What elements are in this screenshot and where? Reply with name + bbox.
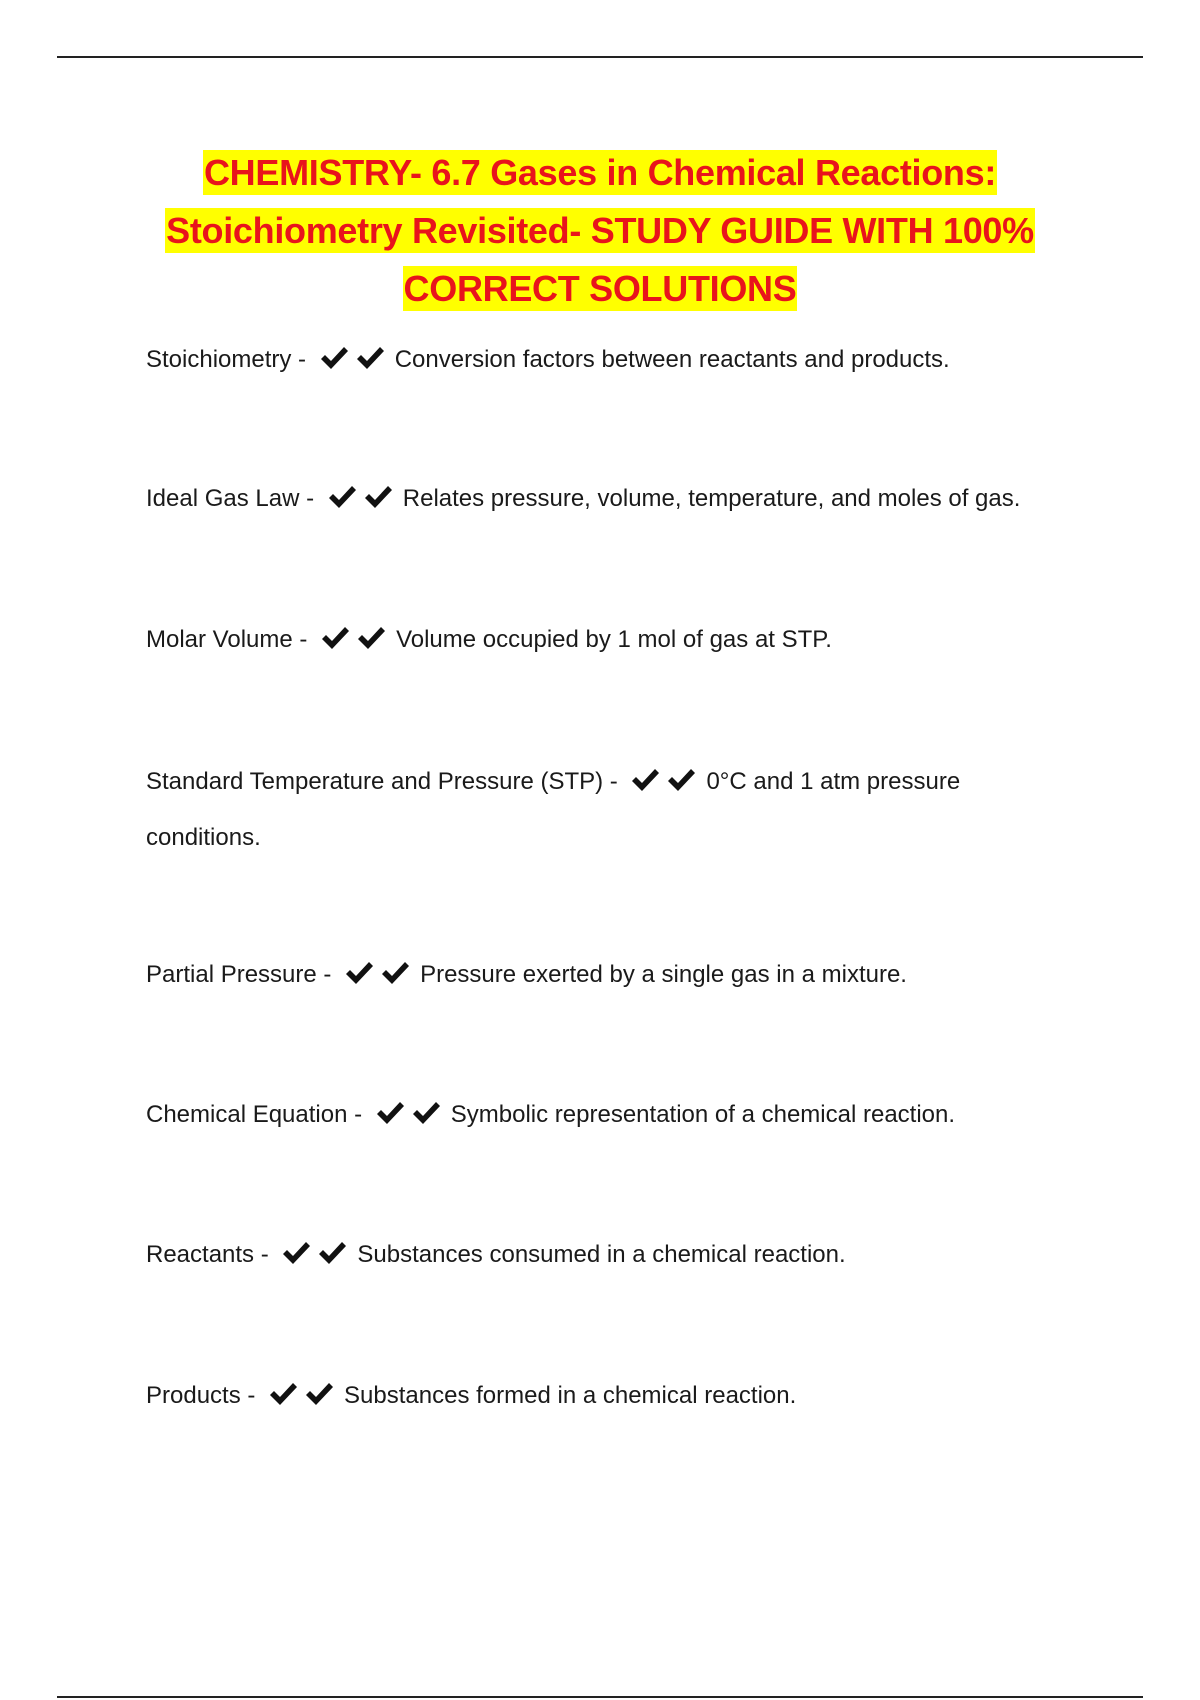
check-marks [268,1374,340,1426]
title-line-text: CHEMISTRY- 6.7 Gases in Chemical Reactions: [203,152,997,193]
check-icon [320,625,350,651]
header-rule [57,56,1143,58]
title-line [100,202,1100,260]
study-entry-partial-pressure [146,949,1086,1005]
entry-term: Chemical Equation - [146,1101,363,1128]
study-entry-stoichiometry [146,334,1086,390]
check-marks [327,477,399,529]
check-icon [356,625,386,651]
check-icon [268,1381,298,1407]
entry-term: Molar Volume - [146,626,308,653]
entry-term: Stoichiometry - [146,346,307,373]
check-icon [327,484,357,510]
study-entry-products [146,1370,1086,1426]
entry-term: Products - [146,1382,256,1409]
title-line [100,260,1100,318]
study-entry-stp [146,756,1006,864]
study-entry-ideal-gas-law [146,473,1086,529]
check-icon [363,484,393,510]
entry-definition: Substances formed in a chemical reaction. [344,1382,797,1409]
check-icon [281,1240,311,1266]
check-icon [319,345,349,371]
check-marks [319,338,391,390]
entry-definition: Volume occupied by 1 mol of gas at STP. [396,626,832,653]
study-entry-reactants [146,1229,1086,1285]
entry-definition: Conversion factors between reactants and products. [394,346,950,373]
entry-term: Standard Temperature and Pressure (STP) - [146,768,618,795]
entry-term: Reactants - [146,1241,269,1268]
check-icon [380,960,410,986]
check-marks [375,1093,447,1145]
study-entry-molar-volume [146,614,1086,670]
entry-definition: Substances consumed in a chemical reaction. [357,1241,846,1268]
check-marks [344,953,416,1005]
check-marks [281,1233,353,1285]
title-line-text: CORRECT SOLUTIONS [403,268,797,309]
check-icon [344,960,374,986]
title-line-text: Stoichiometry Revisited- STUDY GUIDE WITH 100% [166,210,1034,251]
check-icon [317,1240,347,1266]
title-line [100,144,1100,202]
document-title [100,144,1100,318]
entry-term: Ideal Gas Law - [146,485,315,512]
entry-definition: Relates pressure, volume, temperature, and moles of gas. [402,485,1021,512]
check-marks [320,618,392,670]
footer-rule [57,1696,1143,1698]
entry-term: Partial Pressure - [146,961,332,988]
entry-definition: 0°C and 1 atm pressure conditions. [146,768,961,851]
entry-definition: Pressure exerted by a single gas in a mixture. [420,961,907,988]
study-entry-chemical-equation [146,1089,1086,1145]
check-marks [630,760,702,812]
check-icon [304,1381,334,1407]
check-icon [411,1100,441,1126]
check-icon [355,345,385,371]
check-icon [375,1100,405,1126]
check-icon [630,767,660,793]
entry-definition: Symbolic representation of a chemical reaction. [450,1101,956,1128]
check-icon [666,767,696,793]
